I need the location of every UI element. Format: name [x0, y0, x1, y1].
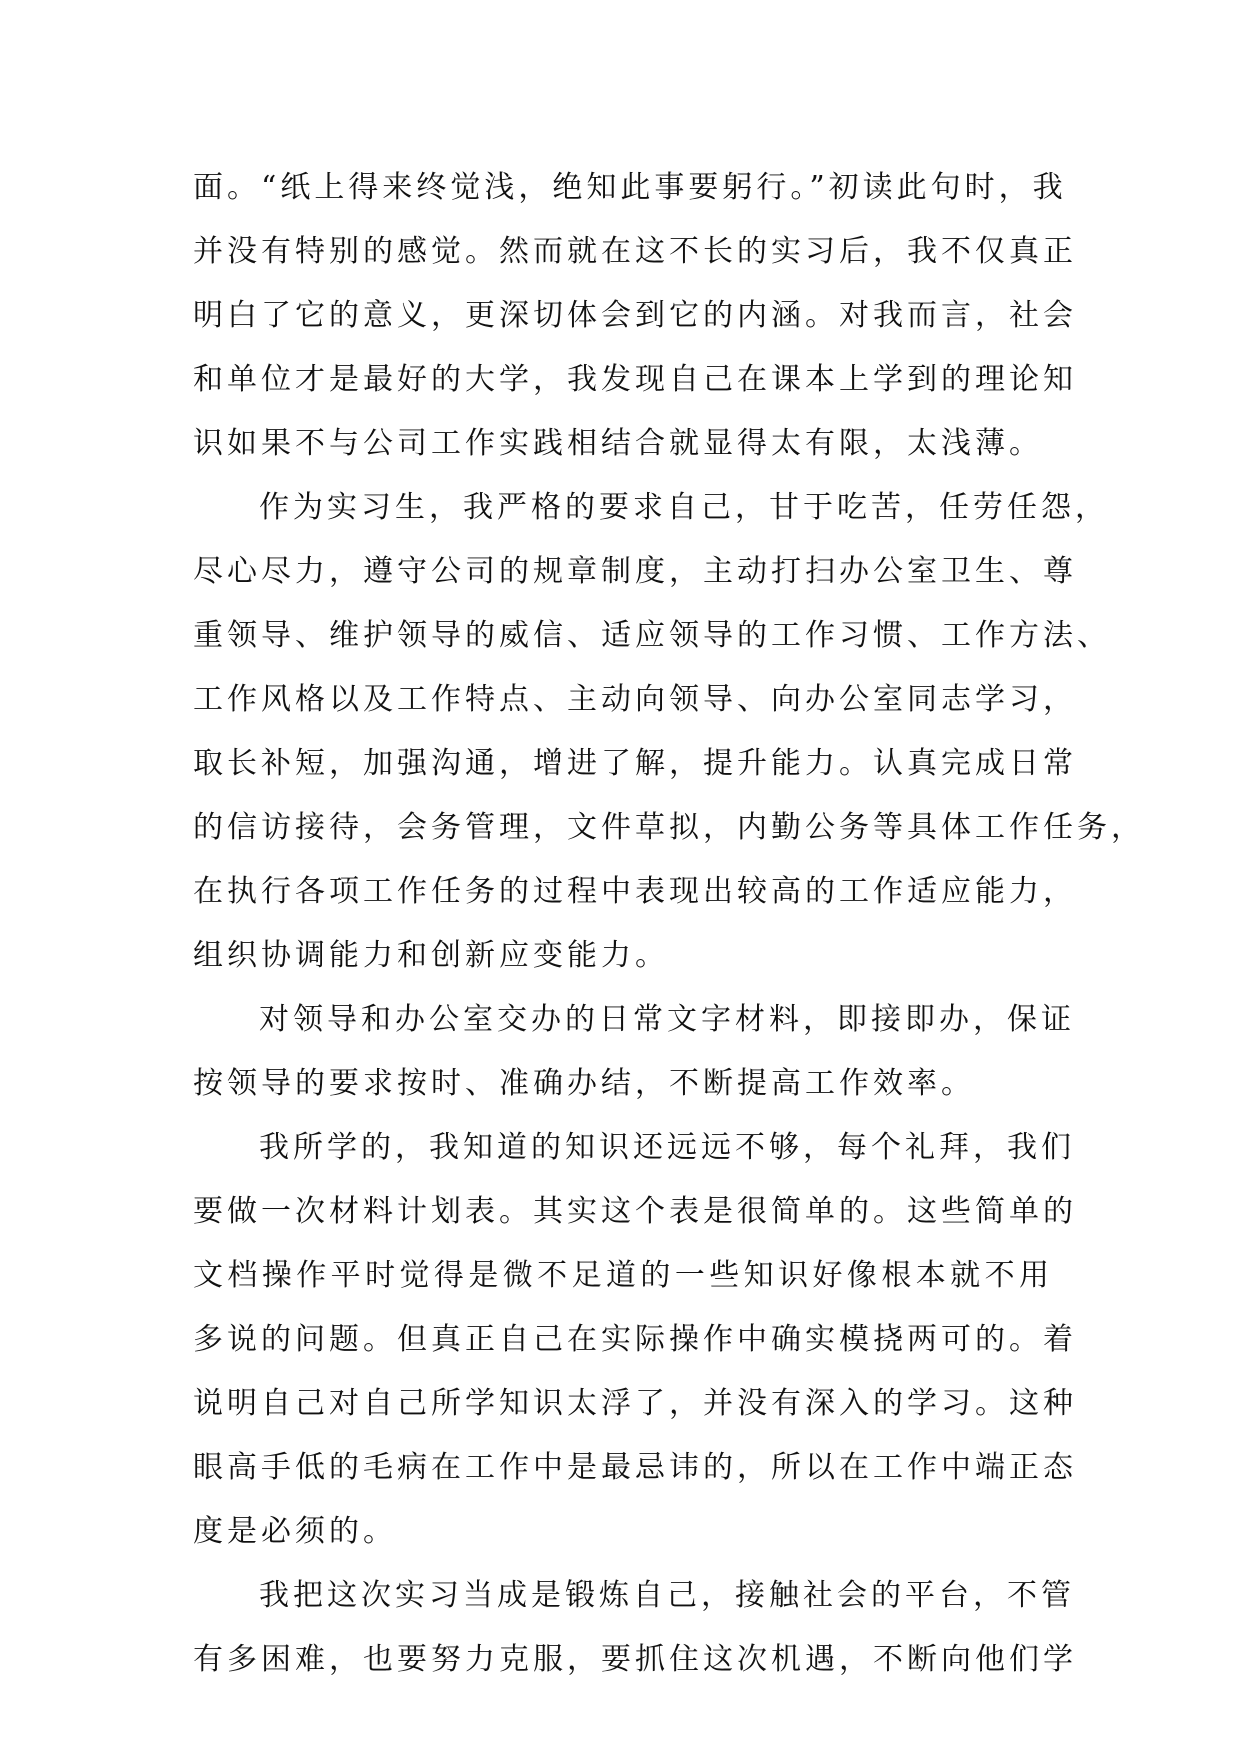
text-line: 和单位才是最好的大学，我发现自己在课本上学到的理论知 — [193, 362, 1077, 397]
text-line: 在执行各项工作任务的过程中表现出较高的工作适应能力， — [193, 874, 1077, 909]
text-line: 度是必须的。 — [193, 1514, 397, 1549]
text-line: 的信访接待，会务管理，文件草拟，内勤公务等具体工作任务， — [193, 810, 1145, 845]
text-line: 工作风格以及工作特点、主动向领导、向办公室同志学习， — [193, 682, 1077, 717]
text-line: 组织协调能力和创新应变能力。 — [193, 938, 669, 973]
text-line: 按领导的要求按时、准确办结，不断提高工作效率。 — [193, 1066, 975, 1101]
text-line: 要做一次材料计划表。其实这个表是很简单的。这些简单的 — [193, 1194, 1077, 1229]
text-line: 重领导、维护领导的威信、适应领导的工作习惯、工作方法、 — [193, 618, 1111, 653]
text-line: 明白了它的意义，更深切体会到它的内涵。对我而言，社会 — [193, 298, 1077, 333]
text-line: 有多困难，也要努力克服，要抓住这次机遇，不断向他们学 — [193, 1642, 1077, 1677]
paragraph-first-line: 对领导和办公室交办的日常文字材料，即接即办，保证 — [259, 1002, 1075, 1037]
text-line: 取长补短，加强沟通，增进了解，提升能力。认真完成日常 — [193, 746, 1077, 781]
paragraph-first-line: 作为实习生，我严格的要求自己，甘于吃苦，任劳任怨， — [259, 490, 1109, 525]
paragraph-first-line: 我所学的，我知道的知识还远远不够，每个礼拜，我们 — [259, 1130, 1075, 1165]
paragraph-first-line: 我把这次实习当成是锻炼自己，接触社会的平台，不管 — [259, 1578, 1075, 1613]
text-line: 识如果不与公司工作实践相结合就显得太有限，太浅薄。 — [193, 426, 1043, 461]
body-text — [193, 156, 1145, 1692]
text-line: 尽心尽力，遵守公司的规章制度，主动打扫办公室卫生、尊 — [193, 554, 1077, 589]
text-line: 文档操作平时觉得是微不足道的一些知识好像根本就不用 — [193, 1258, 1053, 1293]
text-line: 说明自己对自己所学知识太浮了，并没有深入的学习。这种 — [193, 1386, 1077, 1421]
text-line: 面。“纸上得来终觉浅，绝知此事要躬行。”初读此句时，我 — [193, 170, 1067, 205]
text-line: 并没有特别的感觉。然而就在这不长的实习后，我不仅真正 — [193, 234, 1077, 269]
text-line: 眼高手低的毛病在工作中是最忌讳的，所以在工作中端正态 — [193, 1450, 1077, 1485]
text-line: 多说的问题。但真正自己在实际操作中确实模挠两可的。着 — [193, 1322, 1077, 1357]
